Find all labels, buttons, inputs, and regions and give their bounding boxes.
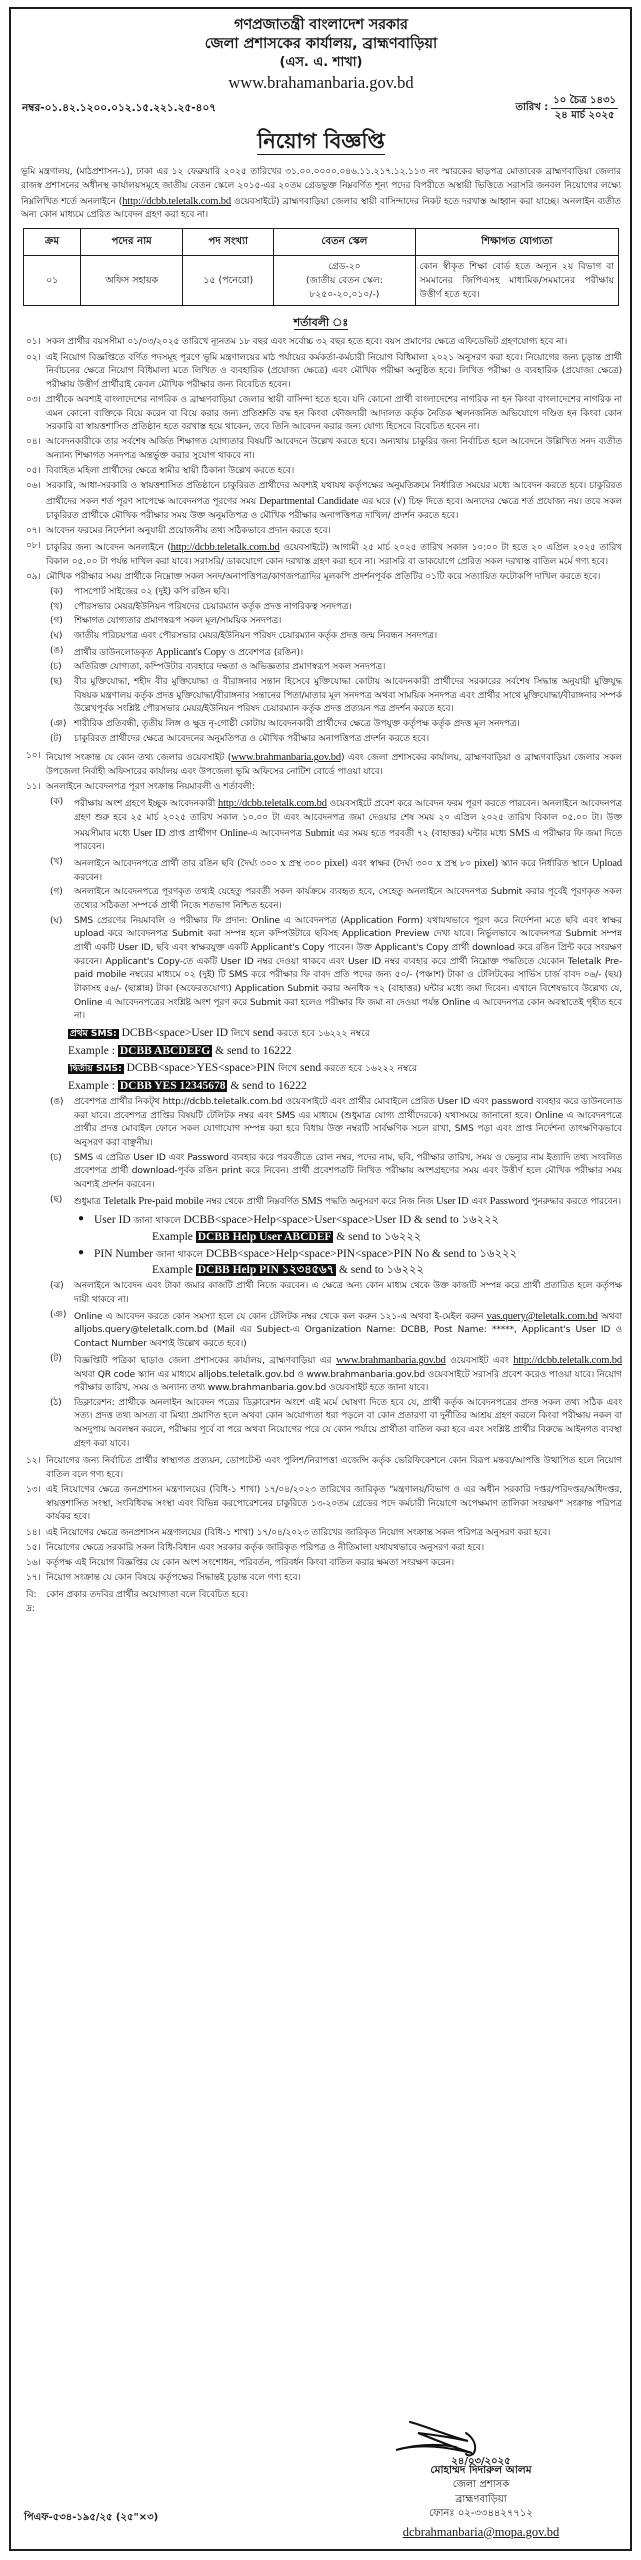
signatory-email[interactable]: dcbrahmanbaria@mopa.gov.bd bbox=[402, 2524, 560, 2539]
term-item-13 bbox=[20, 1484, 622, 1525]
departmental-candidate-label: Departmental Candidate bbox=[259, 495, 359, 507]
second-sms-body-b: send bbox=[297, 1062, 324, 1075]
memo-row bbox=[20, 95, 622, 121]
ka-part-e: এর সময় হতে পরবর্তী ৭২ (বাহাত্তর) ঘন্টার মধ্যে bbox=[334, 828, 510, 839]
term-09-sub-chha bbox=[20, 676, 622, 717]
term-text bbox=[46, 540, 622, 569]
application-website-link[interactable]: http://dcbb.teletalk.com.bd bbox=[170, 542, 280, 553]
first-sms-body-a: DCBB<space>User ID bbox=[118, 1026, 231, 1039]
term-number: ১১। bbox=[26, 782, 41, 793]
cell-post-name: অফিস সহায়ক bbox=[81, 256, 183, 306]
term-text: প্রার্থীকে অবশ্যই বাংলাদেশের নাগরিক ও ব্রাহ্মণবাড়িয়া জেলার স্থায়ী বাসিন্দা হতে হবে। যদি কোনো প্রার্থী বাংলাদেশের নাগরিক না হন কিংবা বাংলাদেশের নাগরিক না এমন কোনো ব্যক্তিকে বিয়ে করেন বা বিয়ে করার জন্য প্রতিশ্রুতি বদ্ধ হন কিংবা ফৌজদারী আদালত কর্তৃক নৈতিক স্খলনজনিত অভিযোগে দণ্ডিত হন কিংবা কোন সরকারি বা স্বায়ত্তশাসিত প্রতিষ্ঠান হতে বরখাস্ত হয়ে থাকেন, তবে তিনি আবেদন করার জন্য যোগ্য হিসেবে বিবেচিত হবেন না। bbox=[46, 394, 622, 433]
pay-range: ৮২৫০-২০,০১০/-) bbox=[309, 288, 380, 300]
note-row bbox=[20, 1589, 622, 1616]
sub-text: SMS এ প্রেরিত User ID এবং Password ব্যবহার করে পরবর্তীতে রোল নম্বর, পদের নাম, ছবি, পরীক্ষার তারিখ, সময় ও ভেন্যুর নাম ইত্যাদি তথ্য সংবলিত প্রবেশপত্র প্রার্থী download-পূর্বক রঙিন print করে নিবেন। প্রার্থী প্রবেশপত্রটি লিখিত পরীক্ষায় অংশগ্রহণের সময় এবং উত্তীর্ণ হলে মৌখিক পরীক্ষার সময় অবশ্যই প্রদর্শন করবেন। bbox=[74, 1152, 622, 1190]
term-number: ১৬। bbox=[26, 1557, 41, 1568]
example-label: Example bbox=[152, 1264, 196, 1277]
term-11-sub-ga bbox=[20, 886, 622, 913]
sub-text: শিক্ষাগত যোগ্যতার প্রমাণস্বরূপ সকল মূল/সাময়িক সনদপত্র। bbox=[74, 616, 282, 627]
term-text: নিয়োগ সংক্রান্ত যে কোন বিষয়ে কর্তৃপক্ষের সিদ্ধান্তই চূড়ান্ত বলে গণ্য হবে। bbox=[46, 1572, 301, 1583]
term-text: অনলাইনে আবেদনপত্র পূরণ সংক্রান্ত নিয়মাবলী ও শর্তাবলী: bbox=[46, 782, 255, 793]
submit-label: Submit bbox=[305, 827, 335, 839]
sub-label: (ঘ) bbox=[50, 915, 63, 926]
chha-part-b: নম্বর থেকে প্রার্থী নিম্নবর্ণিত bbox=[203, 1196, 302, 1207]
help-bullet-pin bbox=[78, 1246, 622, 1262]
memo-number: নম্বর-০১.৪২.১২০০.০১২.১৫.২২১.২৫-৪০৭ bbox=[22, 102, 217, 115]
teletalk-website-link-2[interactable]: http://dcbb.teletalk.com.bd bbox=[513, 1354, 622, 1366]
user-id-label-2: User ID bbox=[436, 1195, 469, 1207]
help-bullet-text bbox=[94, 1246, 622, 1262]
term-06-part-b: এর ঘরে (√) চিহ্ন দিতে হবে। অন্যদের ক্ষেত্রে শর্ত প্রযোজ্য নয়। তবে সকল চাকুরিরত প্রার্থীকে মৌখিক পরীক্ষার সময় উক্ত অনুমতিপত্র ও মৌখিক পরীক্ষার অনাপত্তিপত্র দাখিল/ প্রদর্শন করতে হবে। bbox=[46, 496, 623, 521]
password-label: Password bbox=[489, 1195, 529, 1207]
th-serial: ক্রম bbox=[24, 229, 81, 256]
term-11-sub-cha bbox=[20, 1152, 622, 1193]
ta-part-b: ওয়েবসাইট এবং bbox=[445, 1355, 514, 1366]
second-sms-bn-2: করতে হবে ১৬২২২ নম্বরে bbox=[323, 1064, 417, 1075]
term-11-sub-ka bbox=[20, 796, 622, 855]
vas-query-email-link[interactable]: vas.query@teletalk.com.bd bbox=[486, 1310, 598, 1322]
example-label: Example : bbox=[68, 1044, 115, 1057]
sub-label: (ট) bbox=[50, 1353, 62, 1364]
term-number: ১২। bbox=[26, 1456, 41, 1467]
term-text: বিবাহিত মহিলা প্রার্থীদের ক্ষেত্রে স্বামীর স্থায়ী ঠিকানা উল্লেখ করতে হবে। bbox=[46, 466, 295, 477]
kha-part-b: প্রস্থ ৩০০ bbox=[285, 859, 325, 869]
vacancy-table bbox=[23, 228, 619, 306]
online-label: Online bbox=[219, 827, 248, 839]
branch-line: (এস. এ. শাখা) bbox=[279, 55, 363, 71]
sub-label: (ঙ) bbox=[50, 645, 64, 656]
help-user-id-example-code: DCBB Help User ABCDEF bbox=[197, 1230, 332, 1243]
ka-part-c: প্রাপ্ত প্রার্থীগণ bbox=[165, 828, 220, 839]
date-gregorian: ২৪ মার্চ ২০২৫ bbox=[554, 109, 615, 121]
sub-text bbox=[74, 1194, 622, 1210]
term-11-sub-ta bbox=[20, 1353, 622, 1396]
term-11-sub-kha bbox=[20, 856, 622, 885]
sub-label: (ঝ) bbox=[50, 1281, 64, 1292]
term-text: কর্তৃপক্ষ এই নিয়োগ বিজ্ঞপ্তির যে কোন অংশ সংশোধন, পরিবর্তন, পরিবর্ধন কিংবা বাতিল করার ক্ষমতা সংরক্ষণ করেন। bbox=[46, 1557, 455, 1568]
term-06-part-a: সরকারি, আধা-সরকারি ও স্বায়ত্তশাসিত প্রতিষ্ঠানে চাকুরিরত প্রার্থীদের অবশ্যই যথাযথ কর্তৃপক্ষের অনুমতিক্রমে নির্ধারিত সময়ের মধ্যে আবেদন করতে হবে। চাকুরিরত প্রার্থীদের সকল শর্ত পূরণ সাপেক্ষে আবেদনপত্র পূরণের সময় bbox=[46, 481, 622, 507]
term-08-part-a: চাকুরির জন্য আবেদন অনলাইনে ( bbox=[46, 543, 171, 553]
page-title-text: নিয়োগ বিজ্ঞপ্তি bbox=[257, 129, 385, 154]
signature-block bbox=[346, 2417, 616, 2541]
second-sms-example bbox=[20, 1078, 622, 1096]
table-row bbox=[24, 256, 619, 306]
first-sms-example bbox=[20, 1043, 622, 1061]
document-footer bbox=[20, 2417, 622, 2543]
first-sms-bn-1: লিখে bbox=[231, 1028, 251, 1039]
term-number: ০১। bbox=[26, 337, 41, 348]
district-website-link-2[interactable]: www.brahmanbaria.gov.bd bbox=[335, 1354, 446, 1366]
note-text: কোন প্রকার তদবির প্রার্থীর অযোগ্যতা বলে বিবেচিত হবে। bbox=[46, 1590, 248, 1601]
dim-x-1: x bbox=[280, 858, 286, 869]
help-bullet-user-id bbox=[78, 1212, 622, 1228]
term-text: সকল প্রার্থীর বয়সসীমা ০১/০৩/২০২৫ তারিখে ন্যূনতম ১৮ বছর এবং সর্বোচ্চ ৩২ বছর হতে হবে। বয়স প্রমাণের ক্ষেত্রে এফিডেভিট গ্রহণযোগ্য হবে না। bbox=[46, 337, 568, 348]
term-11-sub-tha bbox=[20, 1397, 622, 1452]
term-item-05 bbox=[20, 465, 622, 479]
term-09-sub-ka bbox=[20, 586, 622, 600]
kha-part-e: ) স্ক্যান করে নির্ধারিত স্থানে bbox=[494, 859, 592, 869]
sub-text: জাতীয় পরিচয়পত্র এবং পৌরসভার মেয়র/ইউনিয়ন পরিষদ চেয়ারম্যান কর্তৃক প্রদত্ত জন্ম নিবন্ধন সনদপত্র। bbox=[74, 630, 437, 641]
term-text: নিয়োগের ক্ষেত্রে সরকারি সকল বিধি-বিধান এবং সরকার কর্তৃক জারিকৃত পরিপত্র ও নীতিমালা যথাযথভাবে অনুসরণ করা হবে। bbox=[46, 1542, 484, 1553]
sub-text bbox=[74, 1353, 622, 1396]
term-09-sub-ta bbox=[20, 733, 622, 747]
cell-qualification: কোন স্বীকৃত শিক্ষা বোর্ড হতে অন্যূন ২য় বিভাগ বা সমমানের জিপিএসহ মাধ্যমিক/সমমানের পরীক্ষায় উত্তীর্ণ হতে হবে। bbox=[415, 256, 618, 306]
term-text: আবেদন ফরমের নির্দেশনা অনুযায়ী প্রয়োজনীয় তথ্য সঠিকভাবে প্রদান করতে হবে। bbox=[46, 525, 331, 536]
term-text: এই নিয়োগের ক্ষেত্রে জনপ্রশাসন মন্ত্রণালয়ের (বিধি-১ শাখা) ১৭/০৪/২০২৩ তারিখের জারিকৃত "মন্ত্রণালয়/বিভাগ ও এর অধীন সরকারি দপ্তর/পরিদপ্তর/অধিদপ্তর, স্বায়ত্তশাসিত সংস্থা, সংবিধিবদ্ধ সংস্থা এবং বিভিন্ন করপোরেশনের চাকুরিতে ১৩-২০তম গ্রেডের পদে কর্মচারী নিয়োগে অপেক্ষমাণ তালিকা সংরক্ষণ" সংক্রান্ত পরিপত্র কার্যকর হবে। bbox=[46, 1485, 622, 1523]
term-item-09 bbox=[20, 571, 622, 585]
term-11-sub-jha bbox=[20, 1280, 622, 1307]
th-post-name: পদের নাম bbox=[81, 229, 183, 256]
second-sms-bn-1: লিখে bbox=[278, 1064, 298, 1075]
sub-label: (ক) bbox=[50, 797, 64, 808]
ta-part-c: অথবা QR code স্ক্যান এর মাধ্যমে alljobs.teletalk.gov.bd ও www.brahmanbaria.gov.bd ওয়েবসাইটে সরাসরি প্রবেশ করেও পাওয়া যাবে। নিয়োগ পরীক্ষার তারিখ, সময় ও অন্যান্য তথ্য www.brahmanbaria.gov.bd ওয়েবসাইট হতে জানা যাবে। bbox=[74, 1369, 622, 1394]
signatory-name: মোহাম্মদ দিদারুল আলম bbox=[430, 2464, 532, 2477]
term-item-14 bbox=[20, 1527, 622, 1541]
sub-label: (ঞ) bbox=[50, 718, 67, 729]
help-sms-bullets bbox=[20, 1212, 622, 1279]
sub-text: SMS প্রেরণের নিয়মাবলি ও পরীক্ষার ফি প্রদান: Online এ আবেদনপত্র (Application Form) যথাযথভাবে পূরণ করে নির্দেশনা মতে ছবি এবং স্বাক্ষর upload করে আবেদনপত্র Submit করা সম্পন্ন হলে কম্পিউটারে ছবিসহ Application Preview দেখা যাবে। নির্ভুলভাবে আবেদনপত্র Submit সম্পন্ন প্রার্থী একটি User ID, ছবি এবং স্বাক্ষরযুক্ত একটি Applicant's Copy পাবেন। উক্ত Applicant's Copy প্রার্থী download করে রঙিন প্রিন্ট করে সংরক্ষণ করবেন। Applicant's Copy-তে একটি User ID নম্বর দেওয়া থাকবে এবং User ID নম্বর ব্যবহার করে প্রার্থী নিম্নোক্ত পদ্ধতিতে যেকোন Teletalk Pre-paid mobile নম্বরের মাধ্যমে ০২ (দুই) টি SMS করে পরীক্ষার ফি বাবদ প্রতি পদের জন্য ৫০/- (পঞ্চাশ) টাকা ও টেলিটকের সার্ভিস চার্জ বাবদ ০৬/- (ছয়) টাকাসহ ৫৬/- (ছাপ্পান্ন) টাকা (অফেরতযোগ্য) Application Submit করার অনধিক ৭২ (বাহাত্তর) ঘন্টার মধ্যে জমা দিবেন। এখানে বিশেষভাবে উল্লেখ্য যে, Online এ আবেদনপত্রের সংশ্লিষ্ট অংশ পূরণ করে Submit করা হলেও পরীক্ষার ফি জমা না দেওয়া পর্যন্ত Online এ আবেদনপত্র কোন অবস্থাতেই গৃহীত হবে না। bbox=[74, 915, 622, 1022]
cell-pay-scale bbox=[274, 256, 415, 306]
sub-label: (চ) bbox=[50, 1152, 62, 1163]
sub-text: বীর মুক্তিযোদ্ধা, শহীদ বীর মুক্তিযোদ্ধা ও বীরাঙ্গনার সন্তান হিসেবে মুক্তিযোদ্ধা কোটায় আবেদনকারী প্রার্থীদের সরকারের সর্বশেষ সিদ্ধান্ত অনুযায়ী মুক্তিযুদ্ধ বিষয়ক মন্ত্রণালয় কর্তৃক প্রদত্ত মুক্তিযোদ্ধা/বীরাঙ্গনার সন্তানের পিতা/মাতার মূল সনদপত্র অথবা সাময়িক সনদপত্র এবং প্রার্থীর সাথে মুক্তিযোদ্ধা/বীরাঙ্গনার সম্পর্ক উল্লেখপূর্বক সংশ্লিষ্ট পৌরসভার মেয়র/ইউনিয়ন পরিষদ চেয়ারম্যান কর্তৃক প্রদত্ত প্রত্যয়ন পত্র প্রদর্শন করতে হবে। bbox=[74, 676, 622, 715]
term-09-sub-kha bbox=[20, 601, 622, 615]
second-sms-label: দ্বিতীয় SMS: bbox=[70, 1064, 122, 1075]
intro-part2: ওয়েবসাইটে) ব্রাহ্মণবাড়িয়া জেলার স্থায়ী বাসিন্দাদের নিকট হতে দরখাস্ত আহ্বান করা যাচ্ছে। অনলাইন ব্যতীত অন্য কোন মাধ্যমে প্রেরিত আবেদন গ্রহণ করা হবে না। bbox=[21, 196, 621, 221]
second-sms-example-tail: & send to 16222 bbox=[227, 1080, 307, 1093]
first-sms-body-b: send bbox=[250, 1026, 277, 1039]
teletalk-website-link[interactable]: http://dcbb.teletalk.com.bd bbox=[218, 798, 327, 810]
kha-part-d: প্রস্থ ৮০ bbox=[441, 859, 475, 869]
term-item-01 bbox=[20, 336, 622, 350]
sub-text: অতিরিক্ত যোগ্যতা, কম্পিউটার ব্যবহারে দক্ষতা ও অভিজ্ঞতার প্রমাণস্বরূপ সকল সনদপত্র। bbox=[74, 662, 386, 673]
sub-text: অনলাইনে আবেদন এবং টাকা জমার কাজটি প্রার্থী নিজে করবেন। এ ক্ষেত্রে অন্য কোন মাধ্যম থেকে উক্ত কাজটি সম্পন্ন করে প্রার্থী প্রতারিত হলে কর্তৃপক্ষ দায়ী থাকবে না। bbox=[74, 1281, 622, 1306]
sub-text: পৌরসভার মেয়র/ইউনিয়ন পরিষদের চেয়ারম্যান কর্তৃক প্রদত্ত নাগরিকত্ব সনদপত্র। bbox=[74, 601, 352, 612]
term-item-04 bbox=[20, 436, 622, 463]
help-user-id-bn: জানা থাকলে bbox=[133, 1216, 181, 1227]
intro-part1: ভূমি মন্ত্রণালয়, (মাঠপ্রশাসন-১), ঢাকা এর ১২ ফেব্রুয়ারি ২০২৫ তারিখের ৩১.০০.০০০০.০৪৬.১১.২১৭.১২.১১৩ নং স্মারকের ছাড়পত্র মোতাবেক ব্রাহ্মণবাড়িয়া জেলার রাজস্ব প্রশাসনের অধীনস্থ কার্যালয়সমূহে জাতীয় বেতন স্কেলে ২০১৫-এর ২০তম গ্রেডভুক্ত নিম্নবর্ণিত শূন্য পদের বিপরীতে অস্থায়ী ভিত্তিতে সরাসরি জনবল নিয়োগের লক্ষ্যে নিম্নলিখিত শর্তে অনলাইনে ( bbox=[21, 167, 621, 207]
sub-label: (ঞ) bbox=[50, 1309, 67, 1320]
page-title bbox=[20, 125, 622, 160]
help-pin-example-code: DCBB Help PIN ১২৩৪৫৬৭ bbox=[197, 1264, 335, 1277]
upload-label: Upload bbox=[591, 858, 622, 869]
sub-text: শারীরিক প্রতিবন্ধী, তৃতীয় লিঙ্গ ও ক্ষুদ্র নৃ-গোষ্ঠী কোটায় আবেদনকারী প্রার্থীদের ক্ষেত্রে উপযুক্ত কর্তৃপক্ষ কর্তৃক প্রদত্ত মূল সনদপত্র। bbox=[74, 718, 520, 729]
term-09-sub-ga bbox=[20, 615, 622, 629]
applicants-copy-label: Applicant's Copy bbox=[155, 646, 227, 658]
term-number: ১৫। bbox=[26, 1542, 41, 1553]
kha-part-a: অনলাইনে আবেদনপত্রে প্রার্থী তার রঙিন ছবি (দৈর্ঘ্য ৩০০ bbox=[74, 859, 281, 869]
sub-label: (ক) bbox=[50, 587, 64, 598]
note-label: বি: দ্র: bbox=[26, 1590, 37, 1614]
chha-part-e: পুনরুদ্ধার করতে পারবেন। bbox=[528, 1196, 621, 1207]
sub-text: পাসপোর্ট সাইজের ০২ (দুই) কপি রঙিন ছবি। bbox=[74, 587, 230, 598]
term-number: ০৫। bbox=[26, 466, 41, 477]
term-item-11 bbox=[20, 781, 622, 795]
term-item-08 bbox=[20, 540, 622, 569]
sub-label: (ঘ) bbox=[50, 630, 63, 641]
term-item-10 bbox=[20, 750, 622, 779]
term-10-part-b: ) এবং জেলা প্রশাসকের কার্যালয়, ব্রাহ্মণবাড়িয়া ও ব্রাহ্মণবাড়িয়া জেলার সকল উপজেলা নির্বাহী অফিসারের কার্যালয় এবং উপজেলা ভূমি অফিসের নোটিশ বোর্ডে পাওয়া যাবে। bbox=[46, 753, 622, 777]
dim-x-2: x bbox=[436, 858, 442, 869]
conditions-heading-text: শর্তাবলী ঃ bbox=[293, 316, 349, 330]
term-number: ০৬। bbox=[26, 481, 41, 492]
sub-label: (গ) bbox=[50, 616, 63, 627]
table-header-row bbox=[24, 229, 619, 256]
term-11-sub-uma bbox=[20, 1096, 622, 1151]
circular-border-frame bbox=[9, 7, 632, 2551]
government-line: গণপ্রজাতন্ত্রী বাংলাদেশ সরকার bbox=[234, 17, 408, 33]
term-item-02 bbox=[20, 352, 622, 393]
kha-part-f: করবেন। bbox=[74, 872, 103, 883]
sms-label: SMS bbox=[509, 827, 530, 839]
pixel-label-1: pixel bbox=[324, 858, 345, 869]
sub-part-a: প্রার্থীর ডাউনলোডকৃত bbox=[74, 647, 156, 658]
ka-part-f: এ পরীক্ষার ফি জমা দিতে পারবেন। bbox=[74, 828, 622, 853]
intro-application-link[interactable]: http://dcbb.teletalk.com.bd bbox=[122, 195, 232, 207]
second-sms-example-code: DCBB YES 12345678 bbox=[119, 1080, 226, 1093]
date-bengali: ১০ চৈত্র ১৪৩১ bbox=[551, 95, 618, 109]
kha-part-c: ) এবং স্বাক্ষর (দৈর্ঘ্য ৩০০ bbox=[344, 859, 437, 869]
date-label: তারিখ : bbox=[515, 101, 549, 113]
sub-label: (খ) bbox=[50, 601, 63, 612]
help-pin-prefix: PIN Number bbox=[94, 1247, 156, 1260]
sub-label: (ঠ) bbox=[50, 1397, 62, 1408]
sub-label: (ঙ) bbox=[50, 1097, 64, 1108]
cell-vacancies: ১৫ (পনেরো) bbox=[183, 256, 274, 306]
teletalk-prepaid-label: Teletalk Pre-paid mobile bbox=[103, 1195, 204, 1207]
sub-label: (চ) bbox=[50, 662, 62, 673]
sub-label: (ছ) bbox=[50, 676, 63, 687]
term-text: আবেদনকারীকে তার সর্বশেষ অর্জিত শিক্ষাগত যোগ্যতার বিষয়টি আবেদনে উল্লেখ করতে হবে। অন্যথায় চাকুরির জন্য নির্বাচিত হলে আবেদনে উল্লিখিত সনদ ব্যতীত অন্যান্য শিক্ষাগত সনদপত্র অন্তর্ভুক্ত করার সুযোগ থাকবে না। bbox=[46, 437, 622, 462]
term-11-sub-gna bbox=[20, 1309, 622, 1352]
help-user-id-example-tail: & send to ১৬২২২ bbox=[333, 1230, 422, 1243]
term-item-12 bbox=[20, 1455, 622, 1482]
sub-text: প্রবেশপত্র প্রার্থীর নিকট্থ http://dcbb.teletalk.com.bd ওয়েবসাইটে এবং প্রার্থীর মোবাইলে প্রেরিত User ID এবং password ব্যবহার করে ডাউনলোড করা যাবে। প্রবেশপত্র প্রাপ্তির বিষয়টি টেলিটক নম্বর এবং SMS এর মাধ্যমে (শুধুমাত্র যোগ্য প্রার্থীদেরকে) যথাসময়ে জানানো হবে। Online এ আবেদনপত্রে প্রার্থীর প্রদত্ত মোবাইল ফোনে সকল যোগাযোগ সম্পন্ন করা হবে বিধায় উক্ত নম্বরটি সার্বক্ষণিক সচল রাখা, SMS পড়া এবং প্রাপ্ত নির্দেশনা তাৎক্ষণিকভাবে অনুসরণ করা বাঞ্ছনীয়। bbox=[74, 1097, 622, 1148]
help-pin-bn: জানা থাকলে bbox=[155, 1249, 204, 1260]
ka-part-a: পরীক্ষায় অংশ গ্রহণে ইচ্ছুক আবেদনকারী bbox=[74, 799, 219, 810]
help-user-id-prefix: User ID bbox=[94, 1214, 134, 1227]
sub-label: (ট) bbox=[50, 733, 62, 744]
second-sms-body-a: DCBB<space>YES<space>PIN bbox=[123, 1062, 279, 1075]
chha-part-d: এবং bbox=[468, 1196, 490, 1207]
term-number: ০৭। bbox=[26, 525, 41, 536]
term-number: ১০। bbox=[26, 751, 41, 762]
term-number: ১৭। bbox=[26, 1572, 41, 1583]
first-sms-label: প্রথম SMS: bbox=[70, 1028, 117, 1039]
sub-text: ডিক্লারেশন: প্রার্থীকে অনলাইন আবেদন পত্রের ডিক্লারেশন অংশে এই মর্মে ঘোষণা দিতে হবে যে, প্রার্থী কর্তৃক আবেদনপত্রের প্রদত্ত সকল তথ্য সঠিক এবং সত্য। প্রদত্ত তথ্য অসত্য বা মিথ্যা প্রমাণিত হলে অথবা কোন অযোগ্যতা ধরা পড়লে বা কোন প্রতারণা বা দুর্নীতির আশ্রয় গ্রহণ করলে কিংবা পরীক্ষায় নকল বা অসদুপায় অবলম্বন করলে, পরীক্ষার পূর্বে বা পরে অথবা নিয়োগের পরে যে কোন পর্যায়ে প্রার্থীতা বাতিল করা হবে এবং সংশ্লিষ্ট প্রার্থীর বিরুদ্ধে আইনগত ব্যবস্থা গ্রহণ করা যাবে। bbox=[74, 1397, 622, 1449]
term-09-sub-gna bbox=[20, 718, 622, 732]
office-website: www.brahamanbaria.gov.bd bbox=[228, 72, 414, 92]
sub-text bbox=[74, 1309, 622, 1352]
sms-label-2: SMS bbox=[301, 1195, 323, 1207]
term-item-16 bbox=[20, 1557, 622, 1571]
th-pay-scale: বেতন স্কেল bbox=[274, 229, 415, 256]
term-number: ০৮। bbox=[26, 541, 41, 551]
term-number: ১৪। bbox=[26, 1527, 41, 1538]
document-header bbox=[20, 16, 622, 93]
term-text bbox=[46, 750, 622, 779]
help-bullet-text bbox=[94, 1212, 622, 1228]
signature-image bbox=[346, 2417, 616, 2468]
second-sms-line bbox=[20, 1060, 622, 1078]
first-sms-bn-2: করতে হবে ১৬২২২ নম্বরে bbox=[276, 1028, 370, 1039]
layout-spacer bbox=[20, 1618, 622, 2417]
term-text: নিয়োগের জন্য নির্বাচিত প্রার্থীর স্বাস্থ্যগত প্রত্যয়ন, ডোপটেস্ট এবং পুলিশ/নিরাপত্তা এজেন্সি কর্তৃক ভেরিফিকেশনে কোন বিরূপ মন্তব্য/আপত্তি উত্থাপিত হলে নিয়োগ বাতিল বলে গণ্য হবে। bbox=[46, 1456, 622, 1480]
th-qualification: শিক্ষাগত যোগ্যতা bbox=[415, 229, 618, 256]
help-user-id-command: DCBB<space>Help<space>User<space>User ID & send to ১৬২২২ bbox=[180, 1214, 500, 1227]
first-sms-line bbox=[20, 1025, 622, 1043]
sub-label: (খ) bbox=[50, 857, 63, 867]
pixel-label-2: pixel bbox=[474, 858, 495, 869]
sub-text: চাকুরিরত প্রার্থীদের ক্ষেত্রে আবেদনের অনুমতিপত্র ও মৌখিক পরীক্ষার অনাপত্তিপত্র প্রদর্শন করতে হবে। bbox=[74, 733, 429, 744]
ka-part-b: ওয়েবসাইটে প্রবেশ করে আবেদন ফরম পূরণ করতে পারবেন। অনলাইনে আবেদনপত্র গ্রহণ শুরু হবে ২৫ মার্চ ২০২৫ তারিখ সকাল ১০.০০ টা এবং আবেদনপত্র জমা দেওয়ার শেষ সময় ২০ এপ্রিল ২০২৫ তারিখ বিকাল ০৫.০০ টা। উক্ত সময়সীমার মধ্যে bbox=[74, 799, 622, 839]
user-id-label: User ID bbox=[132, 827, 166, 839]
pay-scale-label: (জাতীয় বেতন স্কেল: bbox=[306, 274, 383, 286]
signatory-place: ব্রাহ্মণবাড়িয়া bbox=[455, 2493, 507, 2505]
term-number: ০২। bbox=[26, 352, 41, 363]
term-item-07 bbox=[20, 525, 622, 539]
bullet-dot-icon: ● bbox=[78, 1213, 85, 1225]
chha-part-a: শুধুমাত্র bbox=[74, 1196, 104, 1207]
help-pin-command: DCBB<space>Help<space>PIN<space>PIN No & send to ১৬২২২ bbox=[203, 1247, 517, 1260]
memo-date bbox=[515, 95, 618, 121]
sub-text bbox=[74, 856, 622, 885]
term-10-part-a: নিয়োগ সংক্রান্ত যে কোন তথ্য জেলার ওয়েবসাইট ( bbox=[46, 753, 232, 764]
gna-part-b: অথবা alljobs.query@teletalk.com.bd (Mail এর Subject-এ Organization Name: DCBB, Post Name: *****, Applicant's User ID ও Contact Number অবশ্যই উল্লেখ করতে হবে।) bbox=[74, 1311, 622, 1350]
term-number: ০৩। bbox=[26, 394, 41, 405]
example-label: Example bbox=[152, 1230, 196, 1243]
sub-text bbox=[74, 645, 622, 661]
term-item-03 bbox=[20, 394, 622, 435]
chha-part-c: পদ্ধতি অনুসরণ করে নিজ নিজ bbox=[322, 1196, 437, 1207]
term-text: এই নিয়োগের ক্ষেত্রে জনপ্রশাসন মন্ত্রণালয়ের (বিধি-১ শাখা) ১৭/০৪/২০২৩ তারিখের জারিকৃত নিয়োগ সংক্রান্ত সকল পরিপত্র অনুসরণ করা হবে। bbox=[46, 1527, 551, 1538]
term-09-sub-uma bbox=[20, 645, 622, 661]
ta-part-a: বিজ্ঞপ্তিটি পত্রিকা ছাড়াও জেলা প্রশাসকের কার্যালয়, ব্রাহ্মণবাড়িয়া এর bbox=[74, 1355, 336, 1366]
term-item-15 bbox=[20, 1542, 622, 1556]
term-11-sub-gha bbox=[20, 915, 622, 1024]
term-number: ০৪। bbox=[26, 437, 41, 448]
term-item-06 bbox=[20, 480, 622, 523]
term-item-17 bbox=[20, 1572, 622, 1586]
th-vacancies: পদ সংখ্যা bbox=[183, 229, 274, 256]
term-text: মৌখিক পরীক্ষার সময় প্রার্থীকে নিম্নোক্ত সকল সনদ/অনাপত্তিপত্র/কাগজপত্রাদির মূলকপি প্রদর্শনপূর্বক প্রতিটির ০১টি করে সত্যায়িত ফটোকপি দাখিল করতে হবে। bbox=[46, 571, 601, 582]
sub-part-b: ও প্রবেশপত্র (রঙিন)। bbox=[226, 647, 303, 658]
conditions-heading bbox=[20, 314, 622, 333]
term-08-part-b: ওয়েবসাইটে) আগামী ২৫ মার্চ ২০২৫ তারিখ সকাল ১০:০০ টা হতে ২০ এপ্রিল ২০২৫ তারিখ বিকাল ০৫.০০ টা পর্যন্ত দাখিল করা যাবে। সরাসরি/ ডাকযোগে কোন দরখাস্ত গ্রহণ করা হবে না। সরাসরি বা ডাকযোগে প্রেরিত সকল দরখাস্ত বাতিল মর্মে গণ্য হবে। bbox=[46, 543, 622, 567]
cell-serial: ০১ bbox=[24, 256, 81, 306]
signatory-role: জেলা প্রশাসক bbox=[452, 2479, 510, 2491]
signatory-phone: ফোনঃ ০২-৩৩৪৪২৭৭১২ bbox=[429, 2508, 533, 2520]
sub-label: (গ) bbox=[50, 887, 63, 898]
term-11-sub-chha bbox=[20, 1194, 622, 1210]
term-number: ০৯। bbox=[26, 571, 41, 582]
help-user-id-example bbox=[78, 1229, 622, 1246]
sub-text bbox=[74, 796, 622, 855]
ka-part-d: -এ আবেদনপত্র bbox=[247, 828, 306, 839]
example-label: Example : bbox=[68, 1080, 115, 1093]
sub-text: অনলাইনে আবেদনপত্রে পূরণকৃত তথ্যই যেহেতু পরবর্তী সকল কার্যক্রমে ব্যবহৃত হবে, সেহেতু অনলাইনে আবেদনপত্র Submit করার পূর্বেই পূরণকৃত সকল তথ্যের সঠিকতা সম্পর্কে প্রার্থী নিজে শতভাগ নিশ্চিত হবেন। bbox=[74, 887, 622, 912]
gna-part-a: Online এ আবেদন করতে কোন সমস্যা হলে যে কোন টেলিটক নম্বর থেকে কল করুন ১২১-এ অথবা ই-মেইল করুন bbox=[74, 1311, 487, 1322]
intro-paragraph bbox=[21, 166, 621, 223]
term-text: এই নিয়োগ বিজ্ঞপ্তিতে বর্ণিত পদসমূহ পূরণে ভূমি মন্ত্রণালয়ের মাঠ পর্যায়ের কর্মকর্তা-কর্মচারী নিয়োগ বিধিমালা ২০২১ অনুসরণ করা হবে। নিয়োগের জন্য চূড়ান্ত প্রার্থী নির্বাচনের ক্ষেত্রে নিয়োগ বিধিমালা মতে লিখিত ও ব্যবহারিক (প্রযোজ্য ক্ষেত্রে) এবং মৌখিক পরীক্ষা অনুষ্ঠিত হবে। লিখিত পরীক্ষা ও ব্যবহারিক (প্রযোজ্য ক্ষেত্রে) পরীক্ষায় উত্তীর্ণ প্রার্থীরাই কেবল মৌখিক পরীক্ষার জন্য বিবেচিত হবেন। bbox=[46, 352, 622, 390]
first-sms-example-tail: & send to 16222 bbox=[212, 1044, 292, 1057]
sub-label: (ছ) bbox=[50, 1194, 63, 1205]
first-sms-example-code: DCBB ABCDEFG bbox=[119, 1044, 211, 1057]
term-09-sub-cha bbox=[20, 661, 622, 675]
help-pin-example bbox=[78, 1262, 622, 1279]
pay-grade: গ্রেড-২০ bbox=[328, 261, 361, 273]
help-pin-example-tail: & send to ১৬২২২ bbox=[336, 1264, 424, 1277]
press-code: পিএফ-৫৩৪-১৯৫/২৫ (২৫"×৩) bbox=[24, 2512, 159, 2523]
bullet-dot-icon: ● bbox=[78, 1246, 85, 1258]
office-line: জেলা প্রশাসকের কার্যালয়, ব্রাহ্মণবাড়িয়া bbox=[204, 36, 438, 53]
term-text bbox=[46, 480, 622, 523]
term-09-sub-gha bbox=[20, 630, 622, 644]
term-number: ১৩। bbox=[26, 1485, 41, 1496]
signature-date: ২৪/০৩/২০২৫ bbox=[451, 2456, 511, 2468]
district-website-link[interactable]: www.brahmanbaria.gov.bd bbox=[231, 752, 341, 764]
